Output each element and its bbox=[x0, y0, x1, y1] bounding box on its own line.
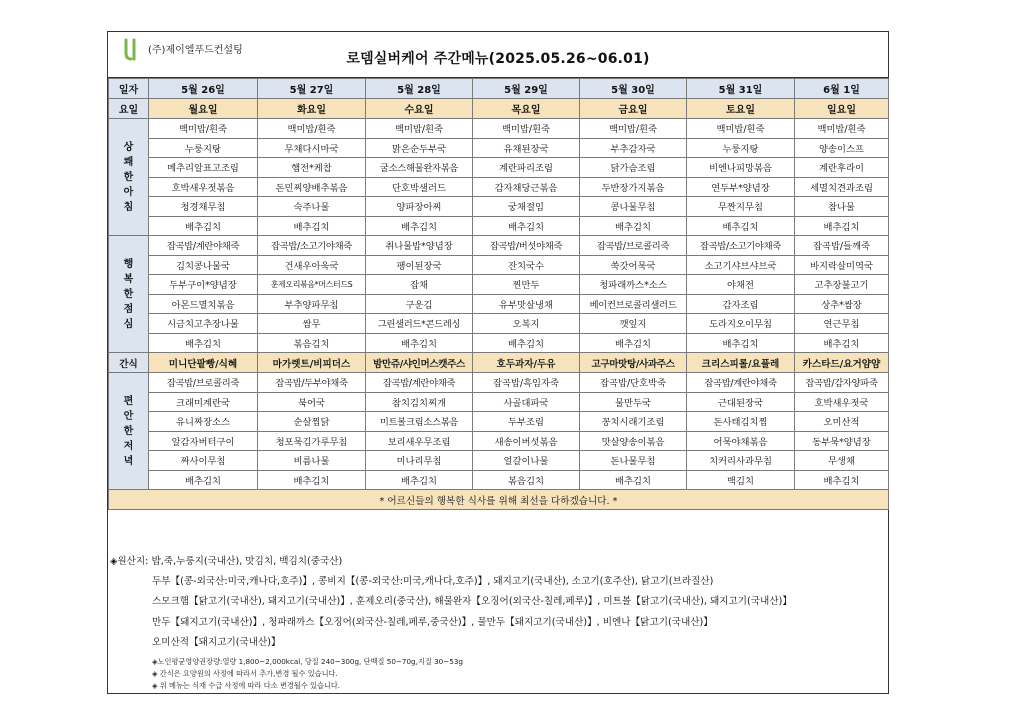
menu-item: 순살찜닭 bbox=[258, 412, 366, 432]
snack-item: 밤만쥬/샤인머스캣주스 bbox=[366, 353, 473, 373]
breakfast-row bbox=[109, 177, 889, 197]
menu-item: 청경채무침 bbox=[149, 197, 258, 217]
weekday-cell: 토요일 bbox=[687, 99, 795, 119]
menu-item: 백미밥/흰죽 bbox=[795, 119, 889, 139]
menu-item: 크래미계란국 bbox=[149, 392, 258, 412]
weekday-cell: 일요일 bbox=[795, 99, 889, 119]
weekday-cell: 수요일 bbox=[366, 99, 473, 119]
origin-line: 만두【돼지고기(국내산)】, 청파래까스【오징어(외국산-칠레,페루,중국산)】, 물만두【돼지고기(국내산)】, 비엔나【닭고기(국내산)】 bbox=[152, 616, 713, 628]
date-cell: 5월 28일 bbox=[366, 79, 473, 99]
snack-row bbox=[109, 353, 889, 373]
menu-item: 맑은순두부국 bbox=[366, 138, 473, 158]
menu-item: 두부조림 bbox=[473, 412, 580, 432]
lunch-row bbox=[109, 275, 889, 295]
menu-item: 배추김치 bbox=[258, 216, 366, 236]
menu-item: 백미밥/흰죽 bbox=[580, 119, 687, 139]
menu-item: 호박새우젓국 bbox=[795, 392, 889, 412]
menu-item: 잡곡밥/소고기야채죽 bbox=[258, 236, 366, 256]
menu-item: 닭가슴조림 bbox=[580, 158, 687, 178]
menu-item: 무짠지무침 bbox=[687, 197, 795, 217]
page-title: 로뎀실버케어 주간메뉴(2025.05.26~06.01) bbox=[346, 51, 650, 67]
menu-item: 북어국 bbox=[258, 392, 366, 412]
menu-item: 야채전 bbox=[687, 275, 795, 295]
snack-item: 호두과자/두유 bbox=[473, 353, 580, 373]
weekday-cell: 목요일 bbox=[473, 99, 580, 119]
menu-item: 미트볼크림소스볶음 bbox=[366, 412, 473, 432]
menu-item: 단호박샐러드 bbox=[366, 177, 473, 197]
menu-item: 배추김치 bbox=[580, 216, 687, 236]
menu-item: 두부구이*양념장 bbox=[149, 275, 258, 295]
menu-item: 시금치고추장나물 bbox=[149, 314, 258, 334]
menu-item: 유채된장국 bbox=[473, 138, 580, 158]
dinner-row bbox=[109, 373, 889, 393]
menu-item: 부추양파무침 bbox=[258, 294, 366, 314]
note-line: ◈노인평균영양권장량:열량 1,800~2,000kcal, 당질 240~300g, 단백질 50~70g,지질 30~53g bbox=[152, 657, 463, 666]
lunch-row bbox=[109, 236, 889, 256]
menu-item: 청포묵김가루무침 bbox=[258, 431, 366, 451]
menu-item: 배추김치 bbox=[473, 333, 580, 353]
footer-note-row bbox=[109, 490, 889, 510]
note-line: ◈ 위 메뉴는 식재 수급 사정에 따라 다소 변경될수 있습니다. bbox=[152, 681, 341, 690]
menu-item: 찐만두 bbox=[473, 275, 580, 295]
menu-item: 누룽지탕 bbox=[149, 138, 258, 158]
menu-item: 그린샐러드*콘드레싱 bbox=[366, 314, 473, 334]
menu-item: 쌈무 bbox=[258, 314, 366, 334]
menu-item: 세멸치견과조림 bbox=[795, 177, 889, 197]
menu-item: 사골대파국 bbox=[473, 392, 580, 412]
snack-item: 카스타드/요거얌얌 bbox=[795, 353, 889, 373]
snack-item: 마가렛트/비피더스 bbox=[258, 353, 366, 373]
breakfast-row bbox=[109, 216, 889, 236]
menu-item: 맛살양송이볶음 bbox=[580, 431, 687, 451]
menu-item: 오복지 bbox=[473, 314, 580, 334]
lunch-row bbox=[109, 294, 889, 314]
menu-item: 무생채 bbox=[795, 451, 889, 471]
menu-item: 잡곡밥/두부야채죽 bbox=[258, 373, 366, 393]
menu-item: 두반장가지볶음 bbox=[580, 177, 687, 197]
menu-item: 배추김치 bbox=[473, 216, 580, 236]
breakfast-row bbox=[109, 138, 889, 158]
menu-item: 연근무침 bbox=[795, 314, 889, 334]
weekday-row bbox=[109, 99, 889, 119]
menu-item: 무채다시마국 bbox=[258, 138, 366, 158]
menu-item: 잡곡밥/흑임자죽 bbox=[473, 373, 580, 393]
menu-item: 참나물 bbox=[795, 197, 889, 217]
date-cell: 5월 31일 bbox=[687, 79, 795, 99]
menu-item: 배추김치 bbox=[687, 216, 795, 236]
menu-item: 배추김치 bbox=[366, 333, 473, 353]
menu-item: 건새우아욱국 bbox=[258, 255, 366, 275]
menu-item: 유부맛살냉채 bbox=[473, 294, 580, 314]
menu-item: 양송이스프 bbox=[795, 138, 889, 158]
menu-item: 짜사이무침 bbox=[149, 451, 258, 471]
menu-item: 알감자버터구이 bbox=[149, 431, 258, 451]
dinner-row bbox=[109, 412, 889, 432]
menu-item: 잡곡밥/브로콜리죽 bbox=[149, 373, 258, 393]
menu-item: 훈제오리볶음*머스터드S bbox=[258, 275, 366, 295]
menu-item: 얼갈이나물 bbox=[473, 451, 580, 471]
menu-item: 숙주나물 bbox=[258, 197, 366, 217]
footer-note: * 어르신들의 행복한 식사를 위해 최선을 다하겠습니다. * bbox=[109, 490, 889, 510]
menu-item: 백미밥/흰죽 bbox=[149, 119, 258, 139]
menu-item: 양파장아찌 bbox=[366, 197, 473, 217]
menu-item: 배추김치 bbox=[149, 470, 258, 490]
menu-item: 배추김치 bbox=[366, 470, 473, 490]
menu-item: 배추김치 bbox=[795, 216, 889, 236]
menu-item: 잡곡밥/계란야채죽 bbox=[366, 373, 473, 393]
date-cell: 5월 26일 bbox=[149, 79, 258, 99]
menu-item: 바지락살미역국 bbox=[795, 255, 889, 275]
menu-item: 백미밥/흰죽 bbox=[258, 119, 366, 139]
menu-item: 배추김치 bbox=[687, 333, 795, 353]
menu-item: 동부묵*양념장 bbox=[795, 431, 889, 451]
menu-item: 감자채당근볶음 bbox=[473, 177, 580, 197]
dinner-row bbox=[109, 470, 889, 490]
menu-item: 돈민찌양배추볶음 bbox=[258, 177, 366, 197]
menu-item: 굴소스해물완자볶음 bbox=[366, 158, 473, 178]
weekly-menu-table bbox=[108, 78, 889, 510]
company-name: (주)제이엘푸드컨설팅 bbox=[148, 45, 243, 56]
menu-item: 잡곡밥/소고기야채죽 bbox=[687, 236, 795, 256]
menu-item: 메추리알표고조림 bbox=[149, 158, 258, 178]
menu-item: 보리새우무조림 bbox=[366, 431, 473, 451]
menu-item: 잡곡밥/단호박죽 bbox=[580, 373, 687, 393]
date-cell: 5월 30일 bbox=[580, 79, 687, 99]
lunch-label: 행 복 한 점 심 bbox=[109, 236, 149, 353]
menu-item: 베이컨브로콜리샐러드 bbox=[580, 294, 687, 314]
date-row bbox=[109, 79, 889, 99]
menu-item: 미나리무침 bbox=[366, 451, 473, 471]
weekday-cell: 금요일 bbox=[580, 99, 687, 119]
origin-line: 두부【(콩-외국산:미국,캐나다,호주)】, 콩비지【(콩-외국산:미국,캐나다,호주)】, 돼지고기(국내산), 소고기(호주산), 닭고기(브라질산) bbox=[152, 576, 714, 588]
menu-item: 백미밥/흰죽 bbox=[687, 119, 795, 139]
menu-item: 배추김치 bbox=[795, 470, 889, 490]
breakfast-row bbox=[109, 197, 889, 217]
menu-item: 잡곡밥/버섯야채죽 bbox=[473, 236, 580, 256]
menu-item: 배추김치 bbox=[580, 470, 687, 490]
menu-item: 호박새우젓볶음 bbox=[149, 177, 258, 197]
menu-item: 궁채절임 bbox=[473, 197, 580, 217]
nutrition-notes bbox=[152, 656, 463, 692]
lunch-row bbox=[109, 333, 889, 353]
menu-item: 김치콩나물국 bbox=[149, 255, 258, 275]
menu-item: 배추김치 bbox=[795, 333, 889, 353]
menu-item: 배추김치 bbox=[580, 333, 687, 353]
menu-item: 부추감자국 bbox=[580, 138, 687, 158]
date-cell: 5월 29일 bbox=[473, 79, 580, 99]
snack-label: 간식 bbox=[109, 353, 149, 373]
menu-item: 소고기샤브샤브국 bbox=[687, 255, 795, 275]
menu-item: 고추장불고기 bbox=[795, 275, 889, 295]
menu-item: 감자조림 bbox=[687, 294, 795, 314]
menu-item: 잡곡밥/감자양파죽 bbox=[795, 373, 889, 393]
menu-item: 쑥갓어묵국 bbox=[580, 255, 687, 275]
menu-item: 물만두국 bbox=[580, 392, 687, 412]
menu-item: 잡곡밥/계란야채죽 bbox=[687, 373, 795, 393]
snack-item: 미니단팥빵/식혜 bbox=[149, 353, 258, 373]
note-line: ◈ 간식은 요양원의 사정에 따라서 추가,변경 될수 있습니다. bbox=[152, 669, 338, 678]
menu-item: 백김치 bbox=[687, 470, 795, 490]
weekday-label: 요일 bbox=[109, 99, 149, 119]
menu-item: 배추김치 bbox=[149, 333, 258, 353]
menu-item: 햄전*케찹 bbox=[258, 158, 366, 178]
menu-item: 계란파리조림 bbox=[473, 158, 580, 178]
lunch-row bbox=[109, 314, 889, 334]
menu-item: 볶음김치 bbox=[473, 470, 580, 490]
snack-item: 크리스피롤/요플레 bbox=[687, 353, 795, 373]
menu-item: 잡곡밥/계란야채죽 bbox=[149, 236, 258, 256]
menu-item: 어묵야채볶음 bbox=[687, 431, 795, 451]
sheet-header bbox=[108, 32, 888, 78]
breakfast-row bbox=[109, 158, 889, 178]
menu-item: 백미밥/흰죽 bbox=[366, 119, 473, 139]
menu-item: 치커리사과무침 bbox=[687, 451, 795, 471]
menu-item: 볶음김치 bbox=[258, 333, 366, 353]
weekday-cell: 화요일 bbox=[258, 99, 366, 119]
menu-item: 아몬드멸치볶음 bbox=[149, 294, 258, 314]
menu-item: 백미밥/흰죽 bbox=[473, 119, 580, 139]
dinner-row bbox=[109, 431, 889, 451]
menu-item: 돈사태김치찜 bbox=[687, 412, 795, 432]
menu-item: 돈나물무침 bbox=[580, 451, 687, 471]
date-label: 일자 bbox=[109, 79, 149, 99]
menu-item: 연두부*양념장 bbox=[687, 177, 795, 197]
menu-item: 상추*쌈장 bbox=[795, 294, 889, 314]
menu-item: 새송이버섯볶음 bbox=[473, 431, 580, 451]
dinner-label: 편 안 한 저 녁 bbox=[109, 373, 149, 490]
menu-item: 도라지오이무침 bbox=[687, 314, 795, 334]
date-cell: 5월 27일 bbox=[258, 79, 366, 99]
menu-item: 콩나물무침 bbox=[580, 197, 687, 217]
menu-item: 유니짜장소스 bbox=[149, 412, 258, 432]
menu-item: 배추김치 bbox=[258, 470, 366, 490]
snack-item: 고구마맛탕/사과주스 bbox=[580, 353, 687, 373]
menu-item: 계란후라이 bbox=[795, 158, 889, 178]
menu-item: 잔치국수 bbox=[473, 255, 580, 275]
date-cell: 6월 1일 bbox=[795, 79, 889, 99]
breakfast-row bbox=[109, 119, 889, 139]
menu-item: 배추김치 bbox=[149, 216, 258, 236]
lunch-row bbox=[109, 255, 889, 275]
menu-item: 오미산적 bbox=[795, 412, 889, 432]
breakfast-label: 상 쾌 한 아 침 bbox=[109, 119, 149, 236]
origin-line: 스모크햄【닭고기(국내산), 돼지고기(국내산)】, 훈제오리(중국산), 해물완자【오징어(외국산-칠레,페루)】, 미트볼【닭고기(국내산), 돼지고기(국내산)】 bbox=[152, 596, 792, 608]
menu-item: 팽이된장국 bbox=[366, 255, 473, 275]
menu-item: 잡채 bbox=[366, 275, 473, 295]
menu-item: 잡곡밥/들깨죽 bbox=[795, 236, 889, 256]
dinner-row bbox=[109, 451, 889, 471]
origin-line: ◈원산지: 밥,죽,누룽지(국내산), 맛김치, 백김치(중국산) bbox=[110, 556, 343, 567]
dinner-row bbox=[109, 392, 889, 412]
menu-item: 깻잎지 bbox=[580, 314, 687, 334]
menu-item: 잡곡밥/브로콜리죽 bbox=[580, 236, 687, 256]
menu-item: 비엔나피망볶음 bbox=[687, 158, 795, 178]
origin-line: 오미산적【돼지고기(국내산)】 bbox=[152, 636, 281, 648]
menu-item: 배추김치 bbox=[366, 216, 473, 236]
menu-item: 구운김 bbox=[366, 294, 473, 314]
menu-item: 취나물밥*양념장 bbox=[366, 236, 473, 256]
origin-info bbox=[110, 552, 886, 653]
menu-item: 누룽지탕 bbox=[687, 138, 795, 158]
menu-item: 근대된장국 bbox=[687, 392, 795, 412]
menu-item: 비름나물 bbox=[258, 451, 366, 471]
weekday-cell: 월요일 bbox=[149, 99, 258, 119]
menu-item: 참치김치찌개 bbox=[366, 392, 473, 412]
menu-sheet bbox=[107, 31, 889, 694]
menu-item: 꽁치시래기조림 bbox=[580, 412, 687, 432]
menu-item: 청파래까스*소스 bbox=[580, 275, 687, 295]
